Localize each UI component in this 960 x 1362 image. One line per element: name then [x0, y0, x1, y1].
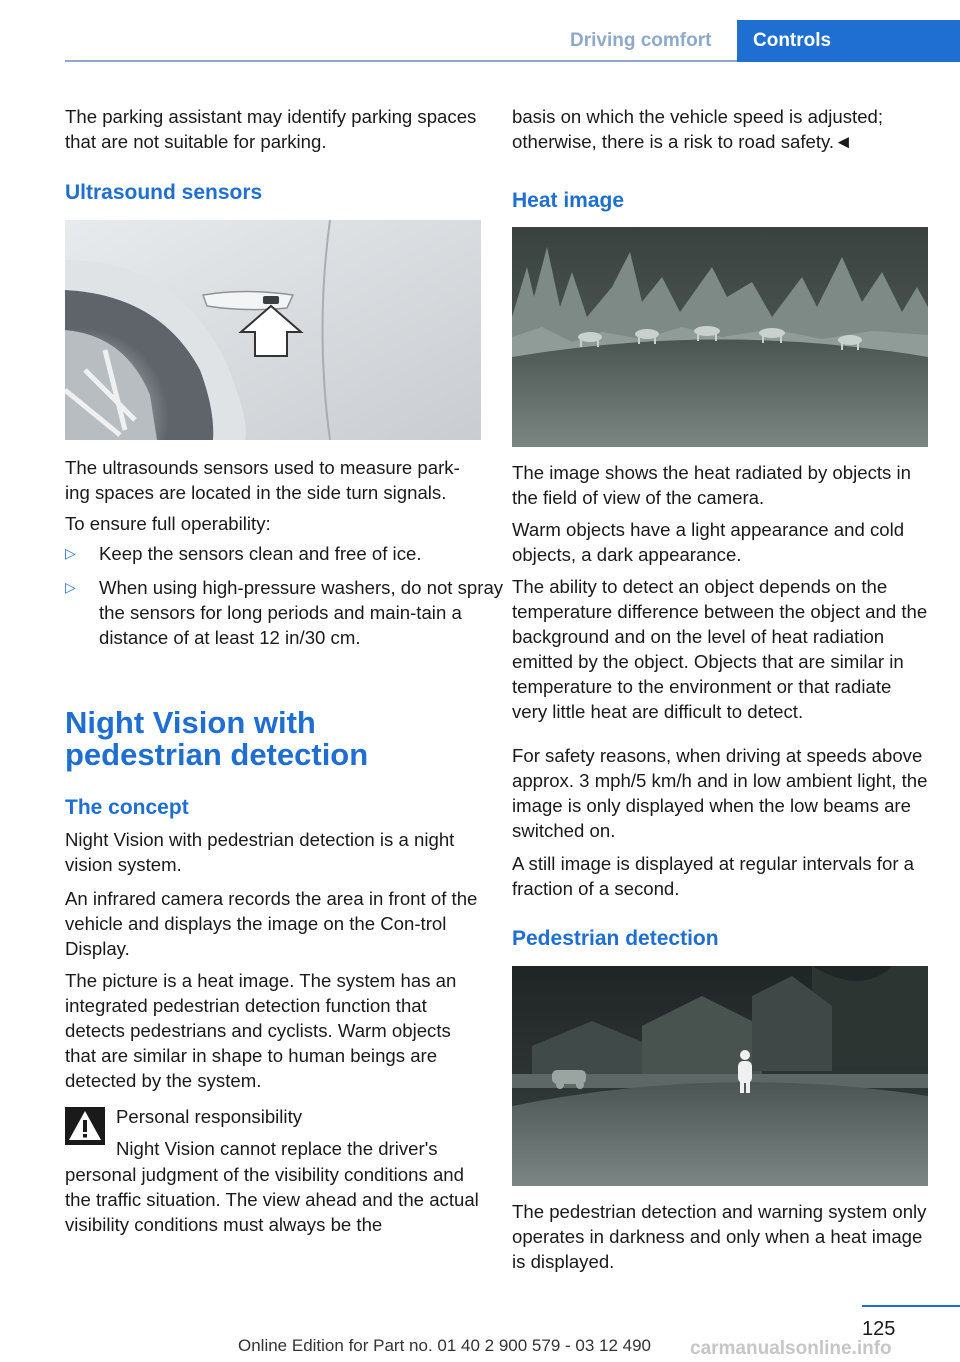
pedestrian-paragraph: The pedestrian detection and warning system only operates in darkness and only when a heat image is displayed.	[512, 1201, 927, 1272]
header-tab-label: Controls	[753, 30, 832, 51]
heat-image-heading: Heat image	[512, 189, 625, 212]
watermark: carmanualsonline.info	[690, 1338, 892, 1359]
triangle-bullet-icon: ▷	[65, 545, 76, 561]
warning-title: Personal responsibility	[116, 1106, 303, 1127]
heat-image-figure	[512, 227, 928, 447]
ultrasound-description: The ultrasounds sensors used to measure park‐ing spaces are located in the side turn signals.	[65, 457, 460, 503]
concept-heading: The concept	[65, 796, 189, 819]
list-item-text: Keep the sensors clean and free of ice.	[99, 543, 422, 564]
triangle-bullet-icon: ▷	[65, 579, 76, 595]
edition-footer: Online Edition for Part no. 01 40 2 900 579 - 03 12 490	[238, 1336, 652, 1355]
intro-paragraph: The parking assistant may identify parking spaces that are not suitable for parking.	[65, 106, 477, 152]
header-tab	[737, 20, 960, 62]
warning-line-1: Night Vision cannot replace the driver's	[116, 1138, 438, 1159]
pedestrian-detection-figure	[512, 966, 928, 1186]
heat-paragraph-5: A still image is displayed at regular intervals for a fraction of a second.	[512, 853, 915, 899]
heat-paragraph-1: The image shows the heat radiated by objects in the field of view of the camera.	[512, 462, 911, 508]
night-vision-heading: Night Vision with pedestrian detection	[65, 705, 369, 772]
heat-paragraph-4: For safety reasons, when driving at speeds above approx. 3 mph/5 km/h and in low ambient light, the image is only displayed when the low beams are switched on.	[512, 745, 928, 841]
page-number-rule	[862, 1305, 960, 1307]
list-item	[65, 575, 515, 650]
header-section-title: Driving comfort	[570, 30, 712, 51]
pedestrian-heading: Pedestrian detection	[512, 927, 719, 950]
list-item-text: When using high-pressure washers, do not spray the sensors for long periods and main‐tain a distance of at least 12 in/30 cm.	[99, 577, 504, 648]
page-number: 125	[862, 1318, 896, 1340]
warning-text: personal judgment of the visibility conditions and the traffic situation. The view ahead and the actual visibility conditions must always be the	[65, 1164, 479, 1235]
heat-paragraph-3: The ability to detect an object depends on the temperature difference between the object and the background and on the level of heat radiation emitted by the object. Objects that are similar in temperature to the environment or that radiate very little heat are difficult to detect.	[512, 576, 928, 722]
concept-paragraph-1: Night Vision with pedestrian detection is a night vision system.	[65, 829, 455, 875]
list-item	[65, 541, 515, 566]
warning-triangle-icon	[65, 1107, 105, 1145]
ultrasound-sensor-image	[65, 220, 481, 440]
ultrasound-heading: Ultrasound sensors	[65, 181, 263, 204]
ensure-text: To ensure full operability:	[65, 513, 271, 534]
concept-paragraph-3: The picture is a heat image. The system has an integrated pedestrian detection function that detects pedestrians and cyclists. Warm objects that are similar in shape to human beings are detected by the system.	[65, 970, 457, 1091]
heat-paragraph-2: Warm objects have a light appearance and cold objects, a dark appearance.	[512, 519, 905, 565]
concept-paragraph-2: An infrared camera records the area in front of the vehicle and displays the image on the Con‐trol Display.	[65, 888, 478, 959]
continued-paragraph: basis on which the vehicle speed is adjusted; otherwise, there is a risk to road safety.◄	[512, 106, 884, 152]
